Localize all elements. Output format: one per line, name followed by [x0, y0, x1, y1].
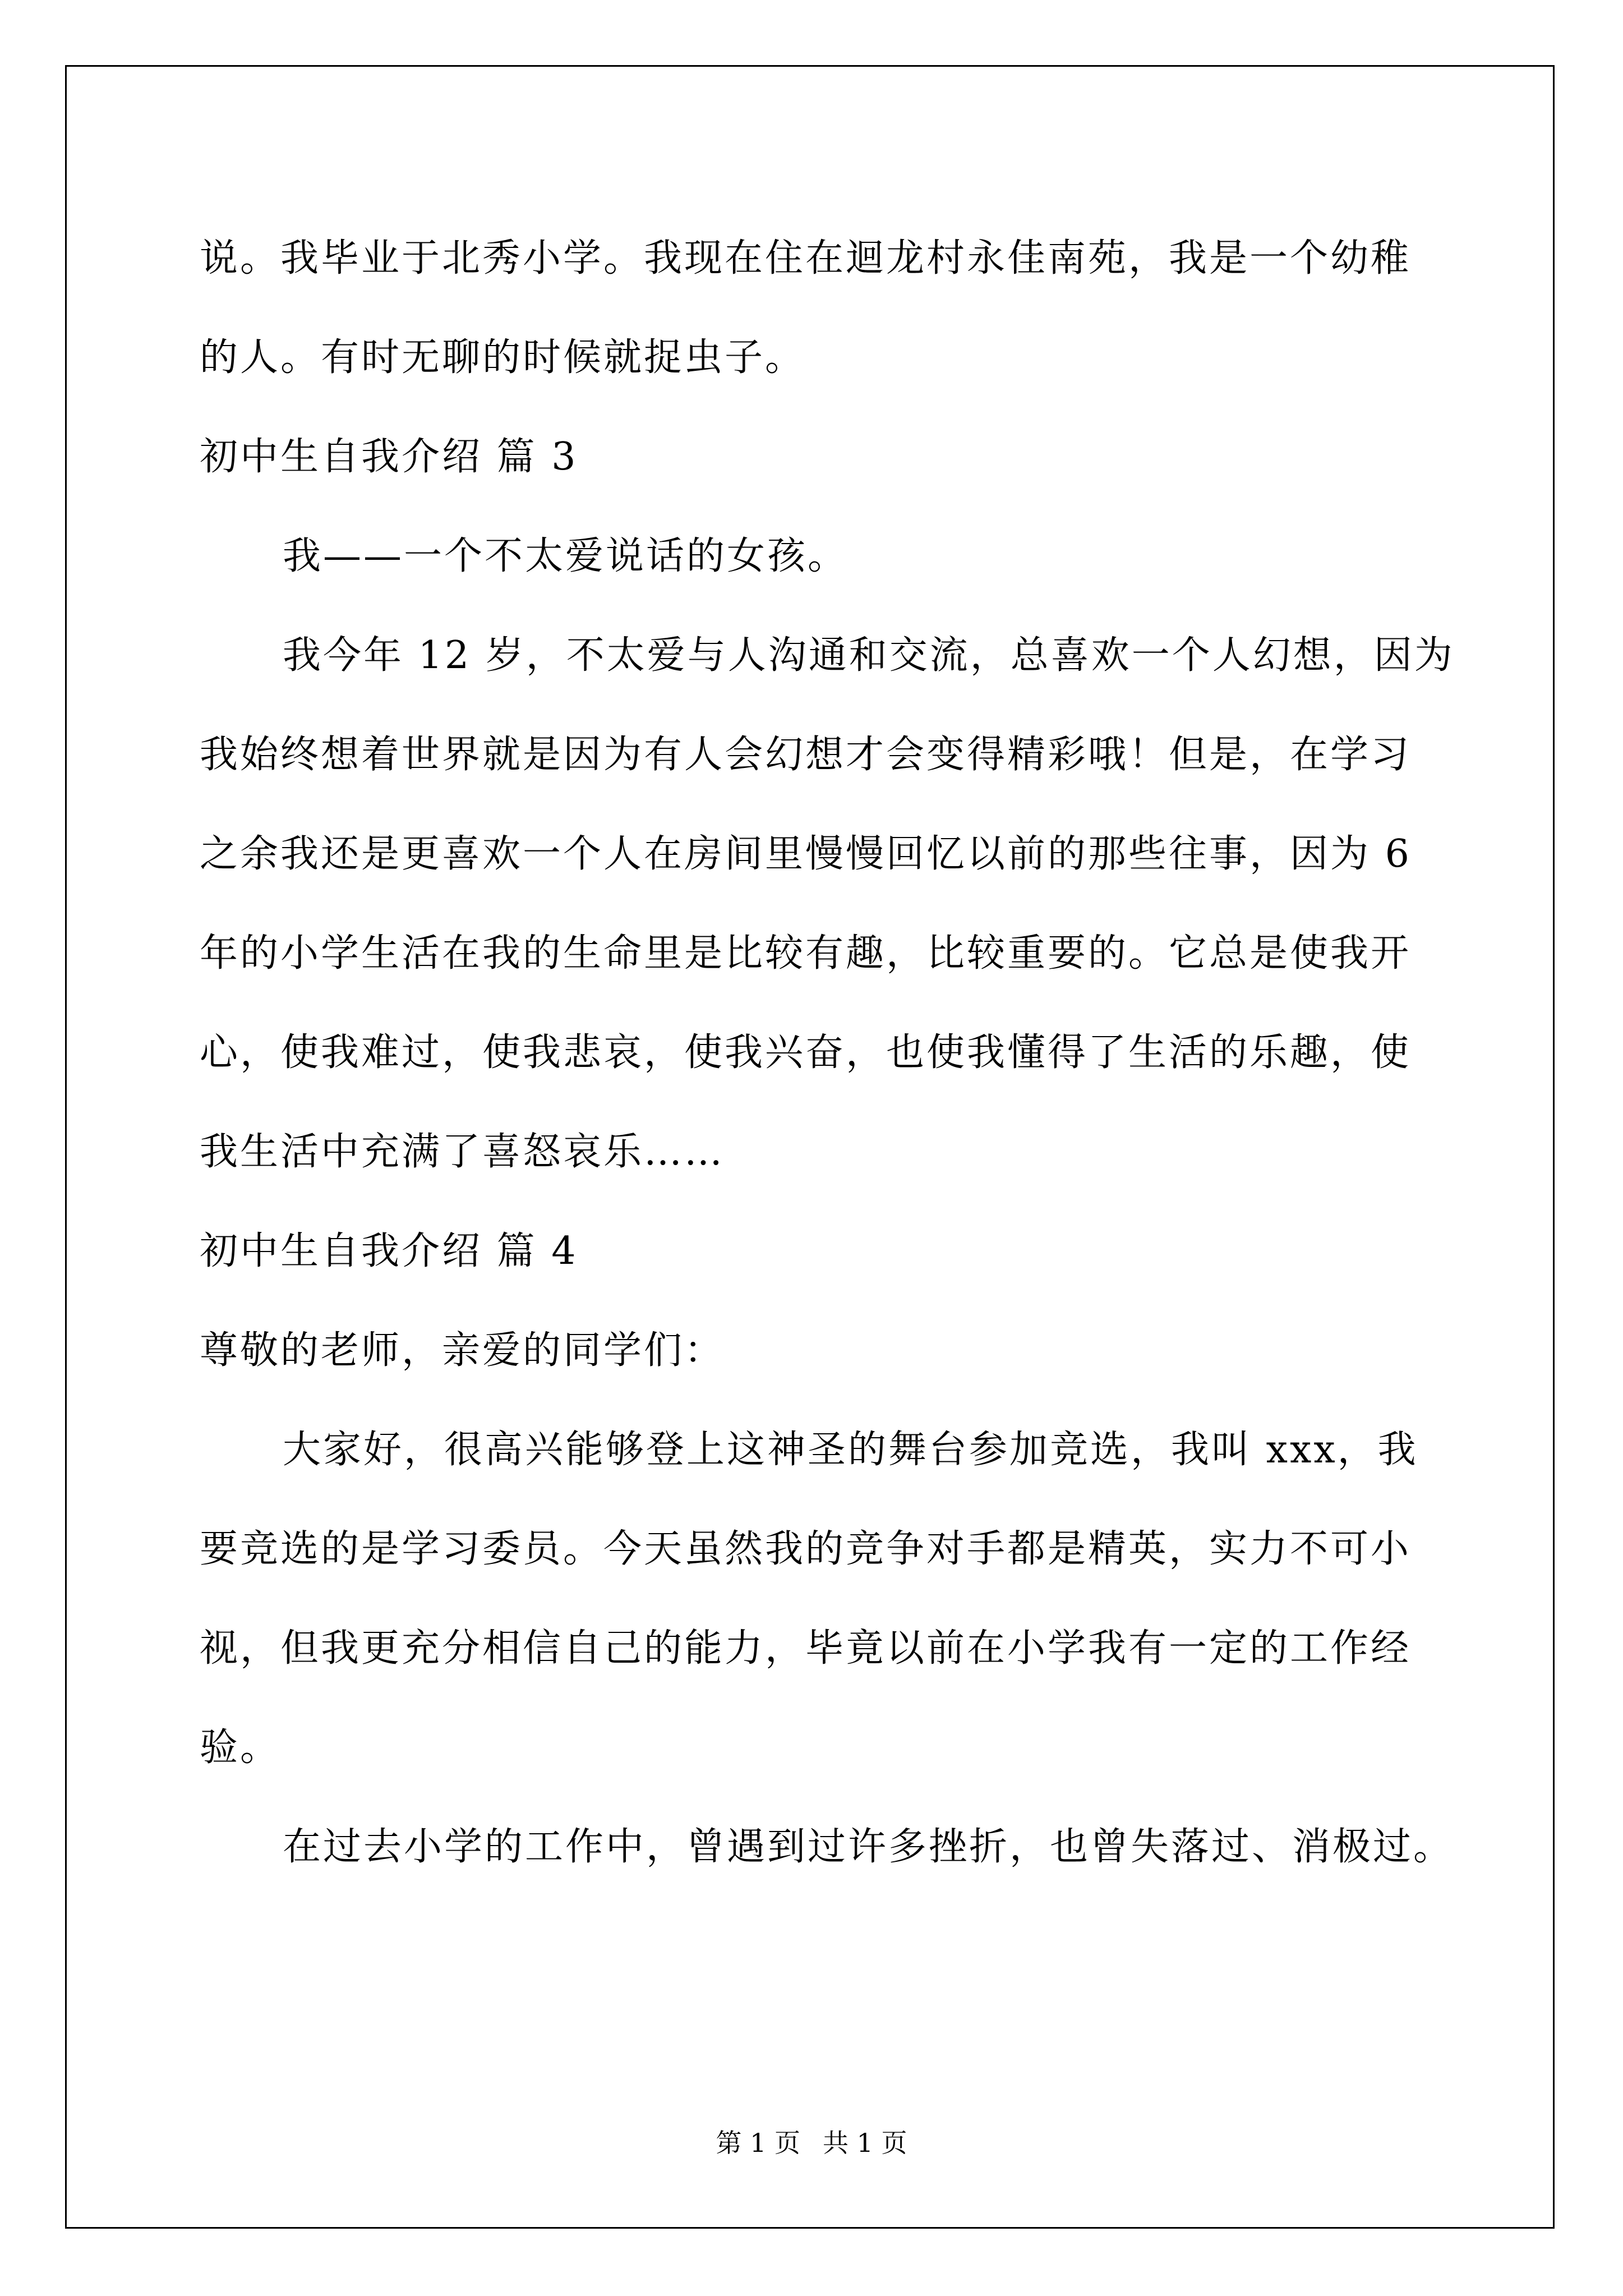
- text-line: 我今年 12 岁，不太爱与人沟通和交流，总喜欢一个人幻想，因为: [283, 633, 1455, 678]
- text-line: 我生活中充满了喜怒哀乐……: [200, 1130, 725, 1174]
- page-footer: [0, 2126, 1623, 2160]
- salutation-line: 尊敬的老师，亲爱的同学们：: [200, 1328, 725, 1373]
- text-line: 的人。有时无聊的时候就捉虫子。: [200, 335, 806, 380]
- text-line: 说。我毕业于北秀小学。我现在住在迴龙村永佳南苑，我是一个幼稚: [200, 236, 1412, 280]
- text-line: 我——一个不太爱说话的女孩。: [283, 534, 849, 578]
- section-heading: 初中生自我介绍 篇 3: [200, 435, 578, 479]
- text-line: 年的小学生活在我的生命里是比较有趣，比较重要的。它总是使我开: [200, 931, 1412, 976]
- text-line: 视，但我更充分相信自己的能力，毕竟以前在小学我有一定的工作经: [200, 1626, 1412, 1671]
- section-heading: 初中生自我介绍 篇 4: [200, 1229, 578, 1273]
- text-line: 要竞选的是学习委员。今天虽然我的竞争对手都是精英，实力不可小: [200, 1527, 1412, 1571]
- page-total: 共 1 页: [823, 2128, 907, 2158]
- page-number: 第 1 页: [716, 2128, 800, 2158]
- document-body: [200, 209, 1455, 1897]
- text-line: 我始终想着世界就是因为有人会幻想才会变得精彩哦！但是，在学习: [200, 733, 1412, 777]
- text-line: 在过去小学的工作中，曾遇到过许多挫折，也曾失落过、消极过。: [283, 1825, 1454, 1869]
- text-line: 心，使我难过，使我悲哀，使我兴奋，也使我懂得了生活的乐趣，使: [200, 1030, 1412, 1075]
- text-line: 验。: [200, 1726, 281, 1770]
- text-line: 之余我还是更喜欢一个人在房间里慢慢回忆以前的那些往事，因为 6: [200, 832, 1412, 876]
- text-line: 大家好，很高兴能够登上这神圣的舞台参加竞选，我叫 xxx，我: [283, 1428, 1418, 1472]
